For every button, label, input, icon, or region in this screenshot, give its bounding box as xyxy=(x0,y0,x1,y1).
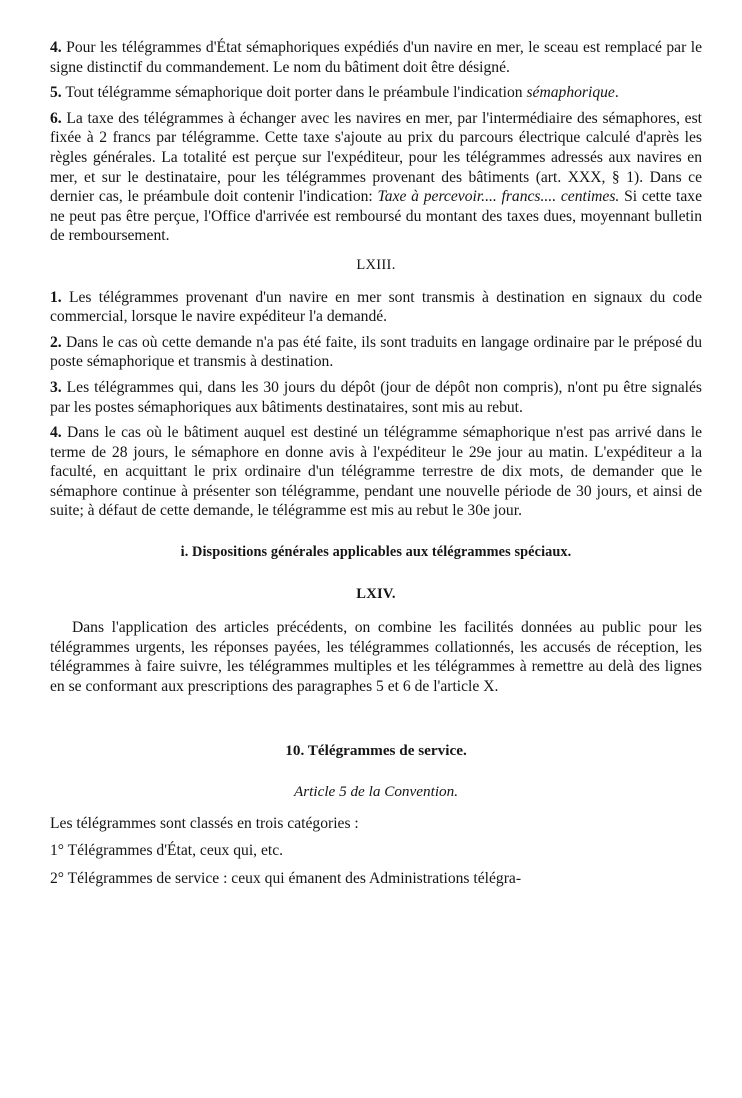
paragraph-lxiii-4 xyxy=(50,423,702,521)
paragraph-lxiii-1 xyxy=(50,288,702,327)
paragraph-top-5 xyxy=(50,83,702,103)
paragraph-tail: Si cette taxe ne peut pas être perçue, l'Office d'arrivée est remboursé du montant des taxes dues, moyennant bulletin de remboursement. xyxy=(50,188,702,245)
heading-service-telegrams: 10. Télégrammes de service. xyxy=(285,741,467,759)
paragraph-text: Dans le cas où le bâtiment auquel est destiné un télégramme sémaphorique n'est pas arrivé dans le terme de 28 jours, le sémaphore en donne avis à l'expéditeur le 29e jour au matin. L'expéditeur a la faculté, en acquittant le prix ordinaire d'un télégramme terrestre de dix mots, de demander que le sémaphore continue à présenter son télégramme, pendant une nouvelle période de 30 jours, et ainsi de suite; à défaut de cette demande, le télégramme est mis au rebut le 30e jour. xyxy=(50,424,702,520)
paragraph-top-4 xyxy=(50,38,702,77)
document-page xyxy=(50,38,702,897)
paragraph-lxiii-2 xyxy=(50,333,702,372)
paragraph-lxiv: Dans l'application des articles précédents, on combine les facilités données au public pour les télégrammes urgents, les réponses payées, les télégrammes collationnés, les accusés de réception, les télégrammes à faire suivre, les télégrammes multiples et les télégrammes à remettre au delà des lignes en se conformant aux prescriptions des paragraphes 5 et 6 de l'article X. xyxy=(50,619,702,696)
paragraph-text: Pour les télégrammes d'État sémaphoriques expédiés d'un navire en mer, le sceau est remplacé par le signe distinctif du commandement. Le nom du bâtiment doit être désigné. xyxy=(50,39,702,76)
heading-article-5: Article 5 de la Convention. xyxy=(293,783,459,801)
paragraph-italic: Taxe à percevoir.... francs.... centimes. xyxy=(377,188,620,206)
paragraph-number: 5. xyxy=(50,84,62,102)
paragraph-number: 6. xyxy=(50,109,62,127)
paragraph-number: 4. xyxy=(50,39,62,56)
paragraph-lxiii-3 xyxy=(50,378,702,417)
paragraph-top-6 xyxy=(50,109,702,246)
paragraph-text: Les télégrammes qui, dans les 30 jours du dépôt (jour de dépôt non compris), n'ont pu être signalés par les postes sémaphoriques aux bâtiments destinataires, sont mis au rebut. xyxy=(50,378,702,416)
paragraph-text: Tout télégramme sémaphorique doit porter dans le préambule l'indication xyxy=(61,84,527,102)
bottom-line-2: 1° Télégrammes d'État, ceux qui, etc. xyxy=(50,842,284,860)
paragraph-number: 2. xyxy=(50,333,62,351)
paragraph-text: La taxe des télégrammes à échanger avec les navires en mer, par l'intermédiaire des sémaphores, est fixée à 2 francs par télégramme. Cette taxe s'ajoute au prix du parcours électrique calculé d'après les règles générales. La totalité est perçue sur l'expéditeur, pour les télégrammes adressés aux navires en mer, et sur le destinataire, pour les télégrammes provenant des bâtiments (art. XXX, § 1). Dans ce dernier cas, le préambule doit contenir l'indication: xyxy=(50,109,702,206)
bottom-line-1: Les télégrammes sont classés en trois catégories : xyxy=(50,814,359,832)
paragraph-italic: sémaphorique xyxy=(526,84,615,102)
heading-dispositions: i. Dispositions générales applicables aux télégrammes spéciaux. xyxy=(180,544,572,561)
paragraph-number: 3. xyxy=(50,378,62,396)
paragraph-tail: . xyxy=(614,84,619,102)
paragraph-text: Les télégrammes provenant d'un navire en mer sont transmis à destination en signaux du code commercial, lorsque le navire expéditeur l'a demandé. xyxy=(50,288,702,326)
section-heading-lxiii: LXIII. xyxy=(356,256,396,273)
paragraph-number: 4. xyxy=(50,424,62,442)
paragraph-number: 1. xyxy=(50,288,62,306)
bottom-line-3: 2° Télégrammes de service : ceux qui émanent des Administrations télégra- xyxy=(50,870,522,887)
section-heading-lxiv: LXIV. xyxy=(356,585,396,602)
paragraph-text: Dans le cas où cette demande n'a pas été faite, ils sont traduits en langage ordinaire par le préposé du poste sémaphorique et transmis à destination. xyxy=(50,333,702,371)
